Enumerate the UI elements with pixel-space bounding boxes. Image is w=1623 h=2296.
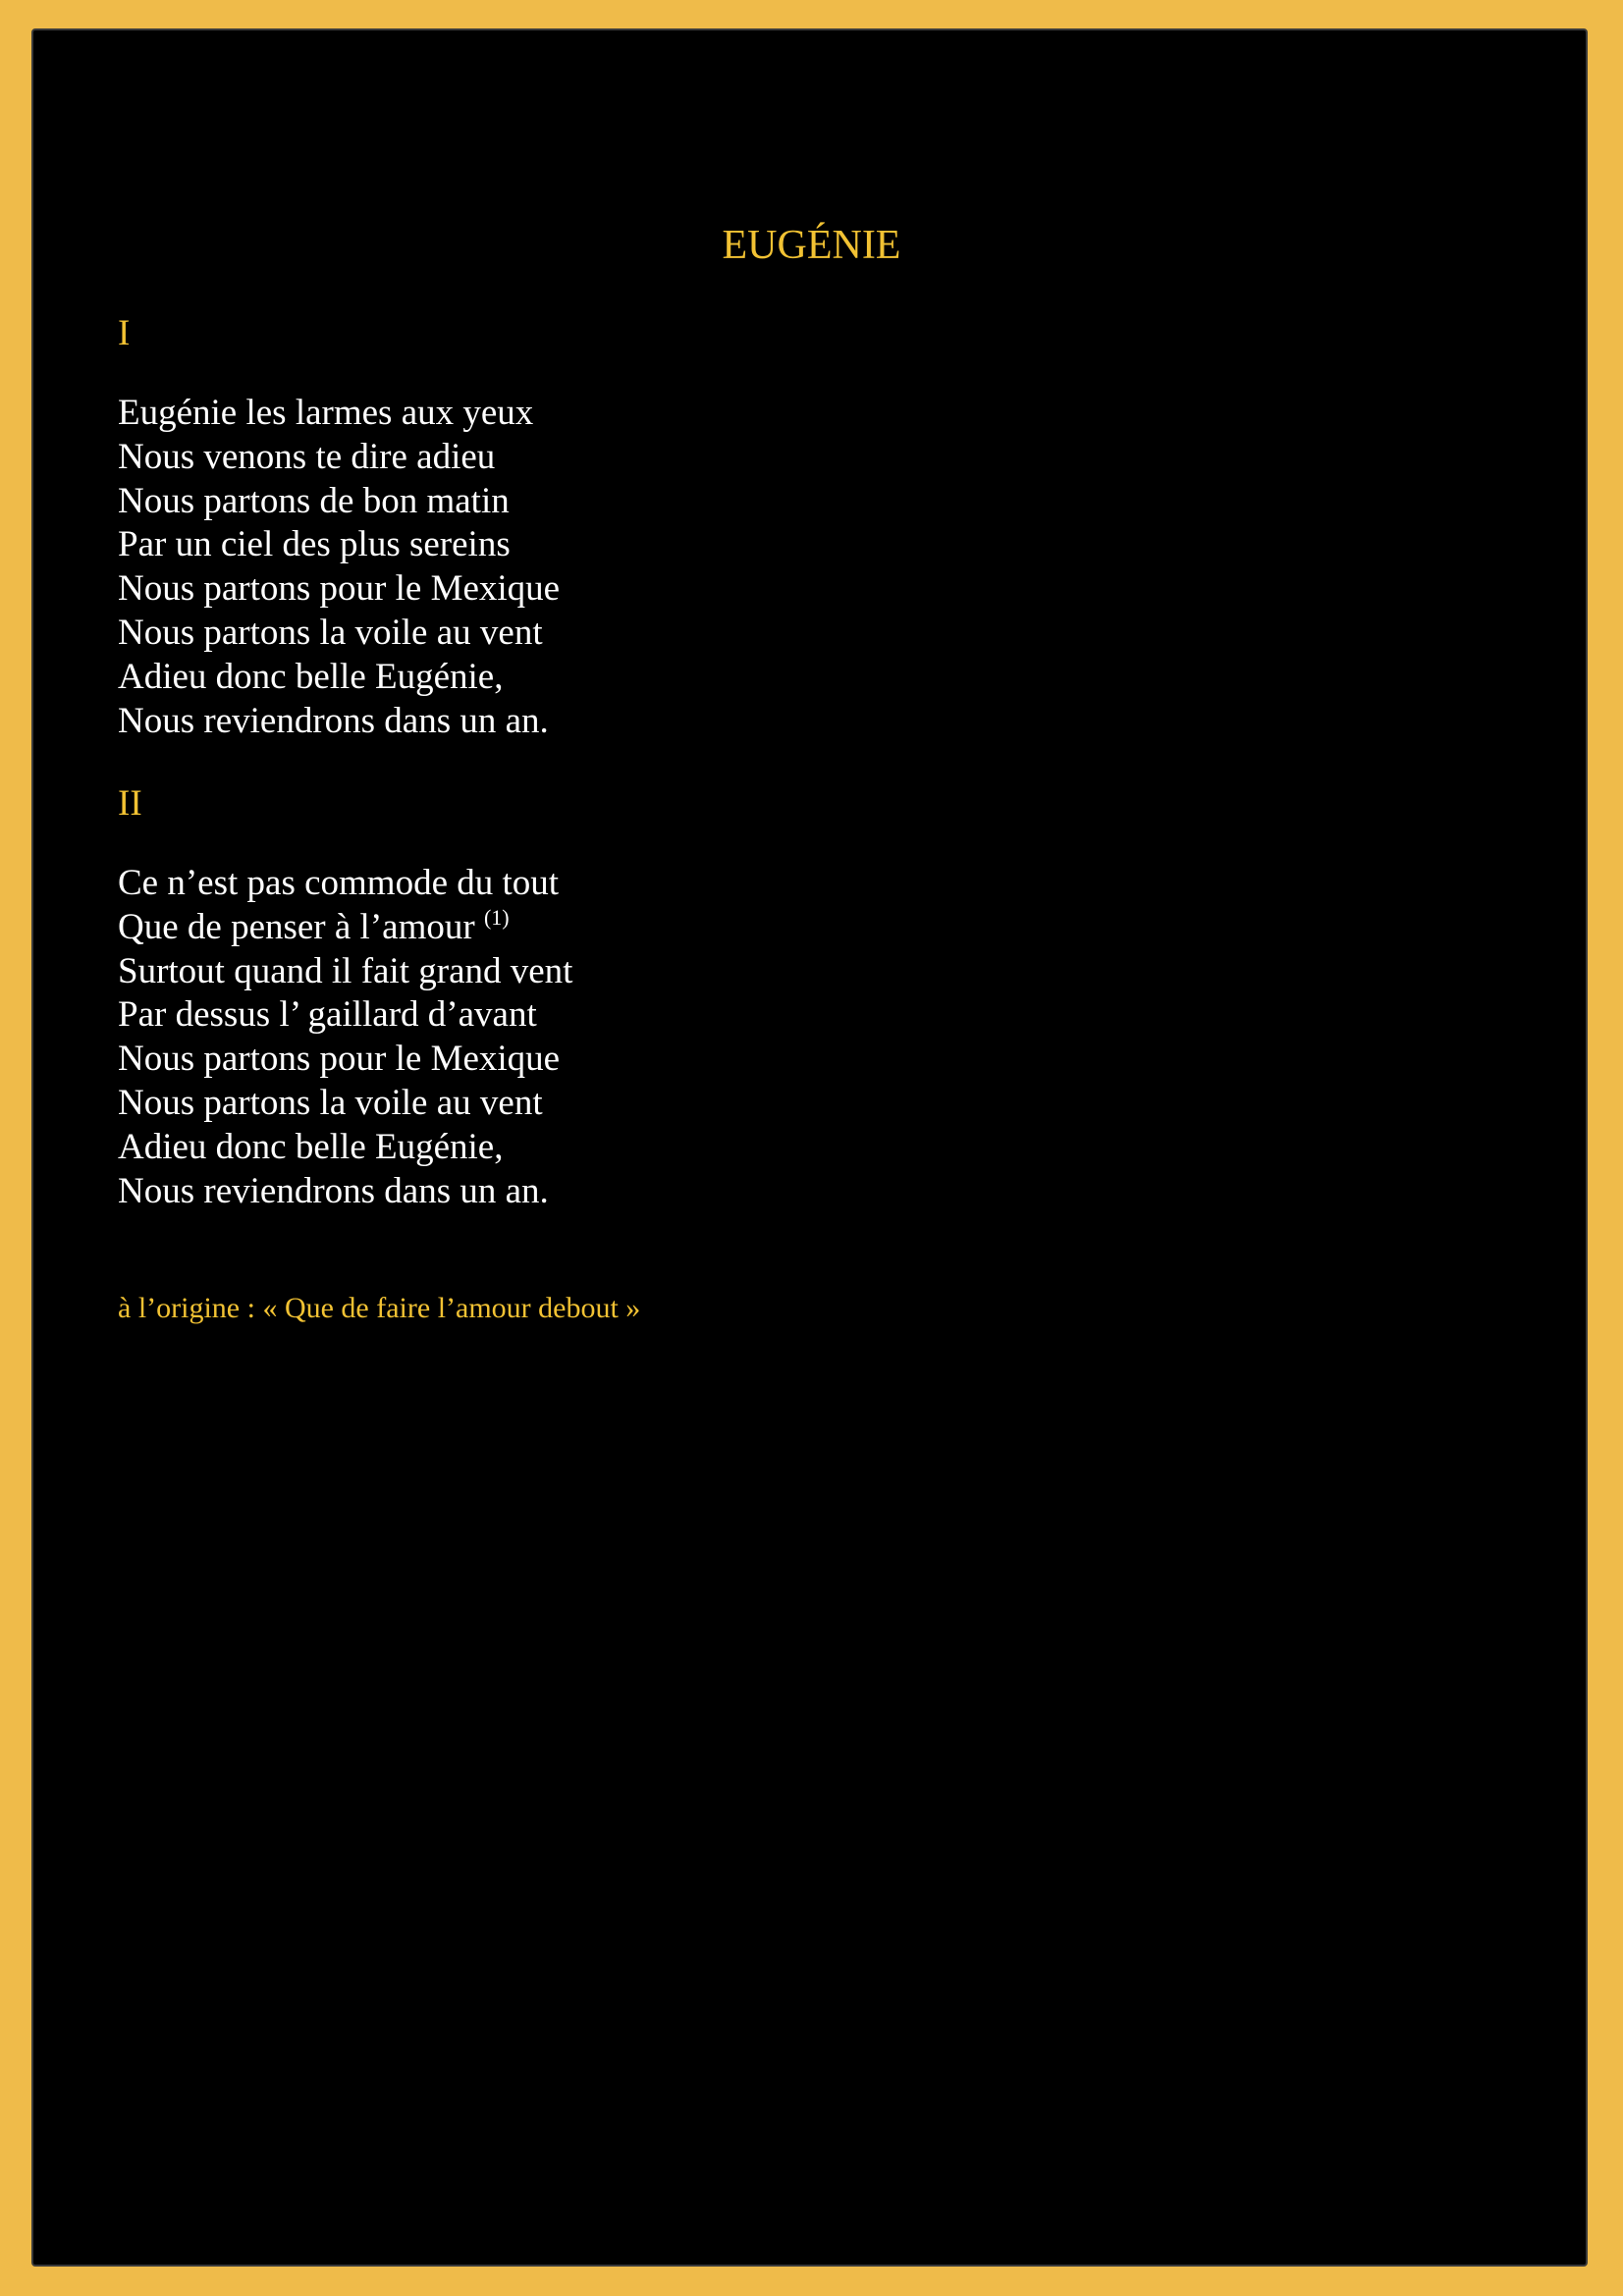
verse-line: Nous reviendrons dans un an. (118, 700, 549, 741)
verse-line: Nous venons te dire adieu (118, 436, 496, 477)
poem-title: EUGÉNIE (722, 223, 901, 268)
verse-line: Adieu donc belle Eugénie, (118, 656, 504, 697)
verse-line: Nous partons pour le Mexique (118, 1039, 561, 1080)
verse-line: Nous partons la voile au vent (118, 1082, 543, 1123)
footnote-marker: (1) (483, 904, 510, 930)
stanza-2 (118, 862, 572, 1213)
verse-line: Nous partons la voile au vent (118, 612, 543, 653)
verse-line: Surtout quand il fait grand vent (118, 950, 573, 991)
stanza-numeral-2: II (118, 783, 142, 824)
footnote: à l’origine : « Que de faire l’amour debout » (118, 1292, 641, 1324)
stanza-numeral-1: I (118, 313, 131, 353)
verse-line: Par dessus l’ gaillard d’avant (118, 994, 537, 1036)
document-page (31, 28, 1588, 2267)
verse-line: Par un ciel des plus sereins (118, 524, 511, 565)
verse-line: Eugénie les larmes aux yeux (118, 393, 534, 433)
verse-line: Nous reviendrons dans un an. (118, 1170, 549, 1211)
verse-line: Nous partons de bon matin (118, 480, 510, 521)
stanza-1 (118, 392, 560, 743)
verse-line: Ce n’est pas commode du tout (118, 863, 560, 903)
verse-line: Adieu donc belle Eugénie, (118, 1126, 504, 1167)
verse-line-text: Que de penser à l’amour (118, 906, 475, 947)
verse-line: Nous partons pour le Mexique (118, 568, 561, 610)
verse-line-with-footnote (118, 906, 572, 950)
